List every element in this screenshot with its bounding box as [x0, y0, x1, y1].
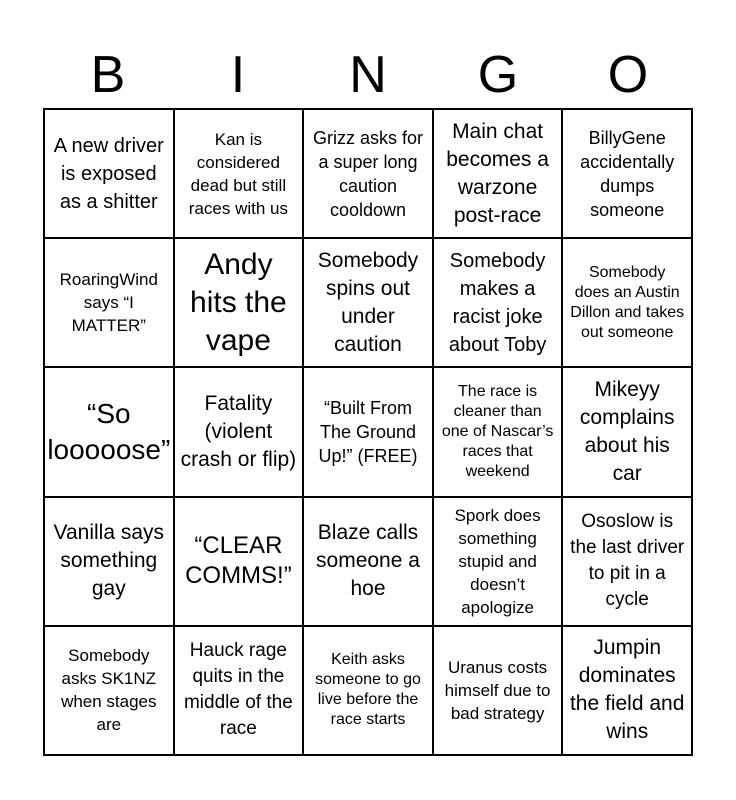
bingo-cell[interactable]: Hauck rage quits in the middle of the race [174, 626, 304, 755]
header-letter-i: I [230, 46, 246, 104]
bingo-cell[interactable]: Somebody spins out under caution [303, 238, 433, 367]
header-letter-o: O [607, 46, 649, 104]
bingo-cell[interactable]: “So looooose” [44, 367, 174, 496]
header-letter-n: N [349, 46, 387, 104]
bingo-cell[interactable]: Somebody does an Austin Dillon and takes out someone [562, 238, 692, 367]
bingo-cell[interactable]: Somebody makes a racist joke about Toby [433, 238, 563, 367]
bingo-grid [43, 108, 693, 756]
bingo-cell[interactable]: Vanilla says something gay [44, 497, 174, 626]
bingo-cell[interactable]: Mikeyy complains about his car [562, 367, 692, 496]
bingo-cell[interactable]: A new driver is exposed as a shitter [44, 109, 174, 238]
bingo-cell[interactable]: “CLEAR COMMS!” [174, 497, 304, 626]
header-letter-b: B [90, 46, 126, 104]
bingo-cell[interactable]: BillyGene accidentally dumps someone [562, 109, 692, 238]
bingo-header [43, 46, 693, 104]
bingo-cell[interactable]: Spork does something stupid and doesn’t apologize [433, 497, 563, 626]
bingo-cell[interactable]: Kan is considered dead but still races with us [174, 109, 304, 238]
bingo-cell[interactable]: “Built From The Ground Up!” (FREE) [303, 367, 433, 496]
bingo-cell[interactable]: Grizz asks for a super long caution cooldown [303, 109, 433, 238]
bingo-cell[interactable]: The race is cleaner than one of Nascar’s races that weekend [433, 367, 563, 496]
bingo-cell[interactable]: Ososlow is the last driver to pit in a cycle [562, 497, 692, 626]
bingo-cell[interactable]: Fatality (violent crash or flip) [174, 367, 304, 496]
bingo-cell[interactable]: Keith asks someone to go live before the race starts [303, 626, 433, 755]
bingo-cell[interactable]: Jumpin dominates the field and wins [562, 626, 692, 755]
header-letter-g: G [477, 46, 519, 104]
bingo-cell[interactable]: Uranus costs himself due to bad strategy [433, 626, 563, 755]
bingo-cell[interactable]: Somebody asks SK1NZ when stages are [44, 626, 174, 755]
bingo-cell[interactable]: Blaze calls someone a hoe [303, 497, 433, 626]
bingo-cell[interactable]: Main chat becomes a warzone post-race [433, 109, 563, 238]
bingo-cell[interactable]: RoaringWind says “I MATTER” [44, 238, 174, 367]
bingo-cell[interactable]: Andy hits the vape [174, 238, 304, 367]
